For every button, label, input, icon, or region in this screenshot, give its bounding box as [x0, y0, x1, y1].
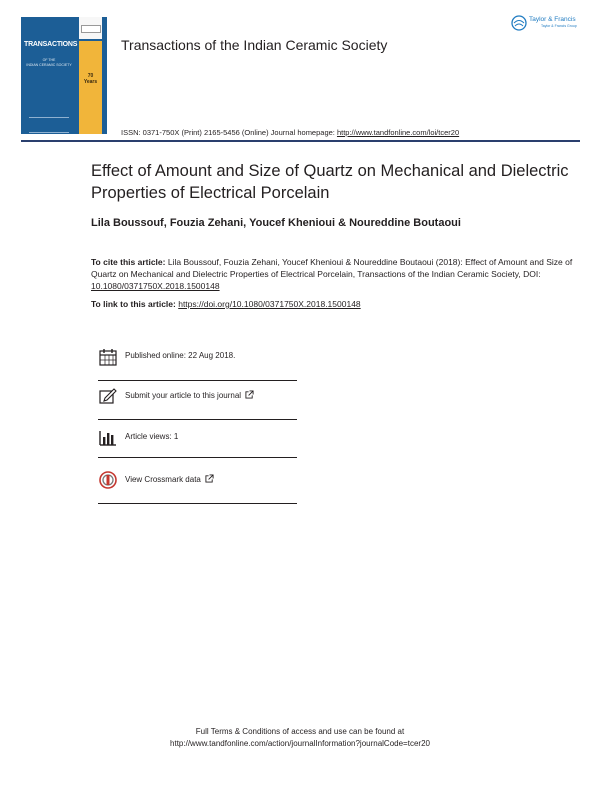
- info-divider: [98, 503, 297, 504]
- cover-decoration: [29, 117, 69, 133]
- publisher-logo[interactable]: [511, 14, 581, 36]
- info-divider: [98, 380, 297, 381]
- article-title: Effect of Amount and Size of Quartz on Mechanical and Dielectric Properties of Electrical Porcelain: [91, 162, 569, 202]
- cover-volume-box: [81, 25, 101, 33]
- cover-subtitle-society: INDIAN CERAMIC SOCIETY: [26, 63, 72, 67]
- external-link-icon: [245, 390, 254, 399]
- footer-terms: [100, 726, 500, 750]
- journal-title: Transactions of the Indian Ceramic Society: [121, 37, 388, 53]
- crossmark-icon: [98, 470, 118, 490]
- article-authors: Lila Boussouf, Fouzia Zehani, Youcef Khenioui & Noureddine Boutaoui: [91, 217, 461, 229]
- submit-article-text: Submit your article to this journal: [125, 391, 242, 400]
- journal-homepage-link[interactable]: http://www.tandfonline.com/loi/tcer20: [336, 128, 460, 137]
- crossmark-link[interactable]: [125, 474, 214, 484]
- issn-text: ISSN: 0371-750X (Print) 2165-5456 (Online) Journal homepage:: [121, 128, 337, 137]
- publisher-logo-icon: [511, 15, 527, 31]
- crossmark-text: View Crossmark data: [125, 475, 201, 484]
- info-divider: [98, 457, 297, 458]
- info-divider: [98, 419, 297, 420]
- published-online-row: [98, 347, 297, 375]
- cover-subtitle-of: OF THE: [42, 58, 56, 62]
- edit-icon: [98, 386, 118, 406]
- citation-text: Lila Boussouf, Fouzia Zehani, Youcef Khenioui & Noureddine Boutaoui (2018): Effect of Amount and Size of Quartz on Mechanical and Dielectric Properties of Electrical Porcelain, Transactions of the Indian Ceramic Society, DOI:: [91, 257, 573, 279]
- submit-article-link[interactable]: [125, 390, 254, 400]
- article-link-label: To link to this article:: [91, 299, 179, 309]
- publisher-logo-tagline: Taylor & Francis Group: [541, 24, 577, 28]
- bar-chart-icon: [98, 428, 118, 448]
- cover-subtitle: [24, 58, 74, 68]
- header-divider: [21, 140, 580, 142]
- publisher-logo-text: Taylor & Francis: [529, 16, 576, 23]
- article-doi-url[interactable]: https://doi.org/10.1080/0371750X.2018.1500148: [178, 299, 361, 309]
- submit-article-row[interactable]: [98, 386, 297, 414]
- article-views-row: [98, 428, 297, 456]
- citation-doi-link[interactable]: 10.1080/0371750X.2018.1500148: [91, 281, 220, 291]
- cover-title: TRANSACTIONS: [24, 41, 78, 48]
- footer-terms-url[interactable]: http://www.tandfonline.com/action/journalInformation?journalCode=tcer20: [170, 739, 430, 748]
- citation-label: To cite this article:: [91, 257, 166, 267]
- external-link-icon: [205, 474, 214, 483]
- calendar-icon: [98, 347, 118, 367]
- cover-years: 70 Years: [83, 73, 98, 85]
- citation-block: [91, 256, 581, 292]
- article-link-line: [91, 299, 361, 309]
- footer-terms-line: Full Terms & Conditions of access and use can be found at: [195, 727, 405, 736]
- cover-side-panel: [79, 41, 102, 134]
- journal-cover-image: [21, 17, 107, 134]
- article-views-text: Article views: 1: [125, 432, 179, 441]
- published-online-text: Published online: 22 Aug 2018.: [125, 351, 236, 360]
- issn-line: [121, 128, 459, 137]
- crossmark-row[interactable]: [98, 470, 297, 498]
